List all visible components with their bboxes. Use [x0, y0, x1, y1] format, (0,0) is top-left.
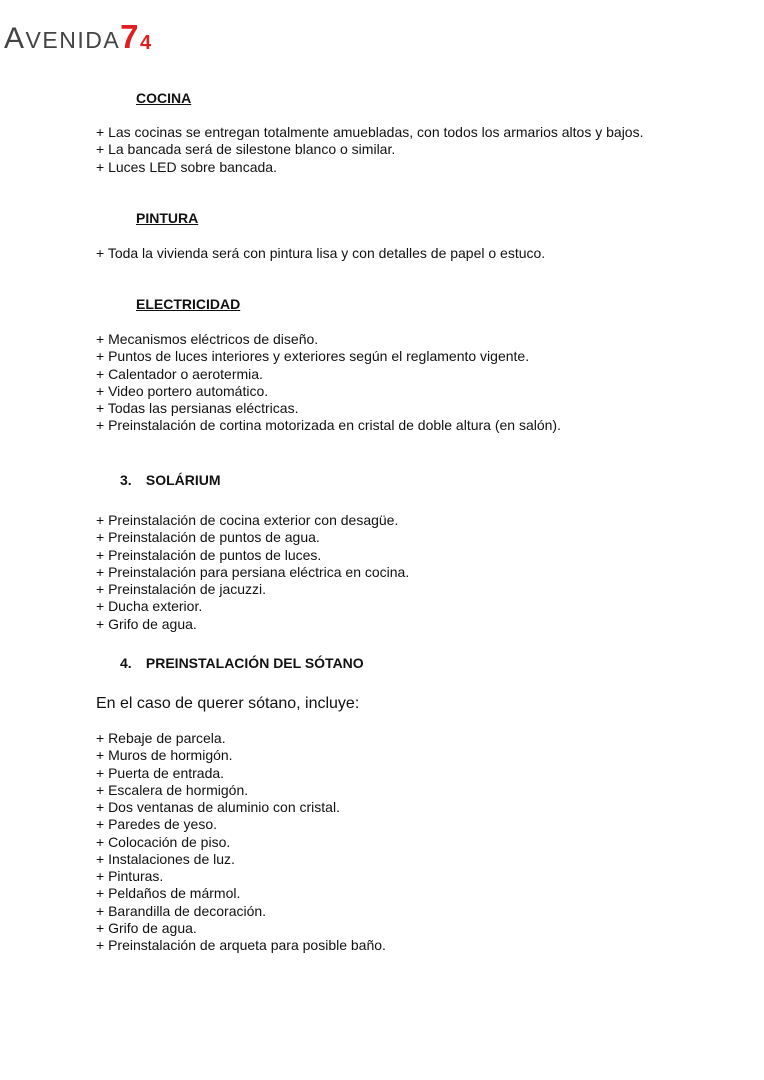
solarium-list	[96, 512, 409, 633]
list-item: + Preinstalación de arqueta para posible baño.	[96, 937, 386, 953]
pintura-list	[96, 245, 545, 262]
list-item: + Ducha exterior.	[96, 598, 203, 615]
section-title-electricidad: ELECTRICIDAD	[136, 296, 241, 312]
list-item: + Dos ventanas de aluminio con cristal.	[96, 799, 340, 815]
list-item: + Muros de hormigón.	[96, 747, 233, 764]
section-title-pintura: PINTURA	[136, 210, 199, 226]
list-item: + Preinstalación de cortina motorizada en cristal de doble altura (en salón).	[96, 417, 561, 434]
list-item: + Todas las persianas eléctricas.	[96, 400, 299, 416]
list-item: + Las cocinas se entregan totalmente amuebladas, con todos los armarios altos y bajos.	[96, 124, 644, 140]
list-item: + Instalaciones de luz.	[96, 850, 235, 867]
list-item: + Preinstalación para persiana eléctrica en cocina.	[96, 563, 410, 580]
brand-logo	[4, 18, 153, 56]
section-title-sotano	[120, 655, 364, 671]
sotano-list	[96, 730, 386, 954]
list-item: + Grifo de agua.	[96, 919, 197, 936]
list-item: + Preinstalación de cocina exterior con desagüe.	[96, 512, 399, 528]
list-item: + La bancada será de silestone blanco o similar.	[96, 141, 396, 158]
list-item: + Grifo de agua.	[96, 615, 197, 632]
list-item: + Puntos de luces interiores y exteriores según el reglamento vigente.	[96, 348, 530, 365]
list-item: + Puerta de entrada.	[96, 764, 225, 781]
electricidad-list	[96, 331, 561, 435]
section-number: 3.	[120, 472, 132, 488]
list-item: + Rebaje de parcela.	[96, 730, 226, 746]
list-item: + Mecanismos eléctricos de diseño.	[96, 331, 319, 347]
logo-letter: E	[42, 27, 60, 53]
list-item: + Peldaños de mármol.	[96, 885, 241, 902]
list-item: + Pinturas.	[96, 868, 164, 884]
section-title-text: SOLÁRIUM	[145, 472, 221, 488]
list-item: + Toda la vivienda será con pintura lisa y con detalles de papel o estuco.	[96, 245, 546, 261]
list-item: + Preinstalación de jacuzzi.	[96, 581, 267, 597]
list-item: + Preinstalación de puntos de agua.	[96, 529, 320, 546]
list-item: + Luces LED sobre bancada.	[96, 158, 277, 175]
sotano-intro: En el caso de querer sótano, incluye:	[96, 695, 360, 712]
section-number: 4.	[120, 655, 132, 671]
list-item: + Barandilla de decoración.	[96, 902, 267, 919]
list-item: + Calentador o aerotermia.	[96, 365, 263, 382]
section-title-text: PREINSTALACIÓN DEL SÓTANO	[145, 655, 364, 671]
section-title-solarium	[120, 472, 221, 488]
list-item: + Paredes de yeso.	[96, 816, 218, 833]
list-item: + Colocación de piso.	[96, 833, 231, 850]
logo-letter: V	[25, 27, 43, 53]
logo-number-7: 7	[120, 18, 141, 55]
logo-letter: A	[4, 22, 26, 55]
list-item: + Video portero automático.	[96, 382, 269, 399]
list-item: + Preinstalación de puntos de luces.	[96, 546, 322, 563]
logo-letters: NIDA	[59, 27, 121, 53]
logo-number-4: 4	[140, 32, 153, 54]
section-title-cocina: COCINA	[136, 90, 192, 106]
list-item: + Escalera de hormigón.	[96, 781, 249, 798]
cocina-list	[96, 124, 643, 176]
